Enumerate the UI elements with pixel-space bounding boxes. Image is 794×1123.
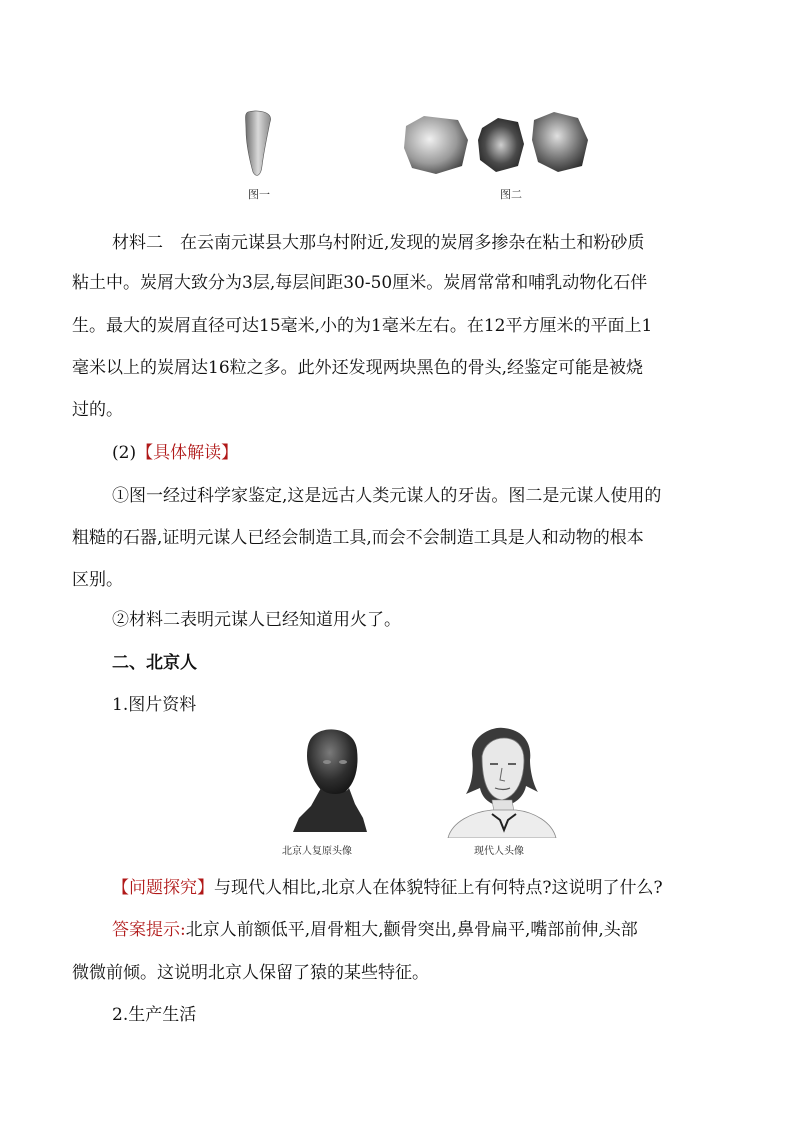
interpretation-p2: ②材料二表明元谋人已经知道用火了。 [112, 610, 401, 630]
material2-line-2: 粘土中。炭屑大致分为3层,每层间距30-50厘米。炭屑常常和哺乳动物化石伴 [72, 273, 648, 293]
interpretation-p1-line-2: 粗糙的石器,证明元谋人已经会制造工具,而会不会制造工具是人和动物的根本 [72, 528, 644, 548]
interpretation-heading [112, 438, 238, 463]
material2-line-5: 过的。 [72, 400, 123, 420]
question-paragraph [112, 873, 663, 898]
figure-1-caption: 图一 [248, 188, 270, 201]
modern-human-portrait-image [442, 726, 560, 838]
figure-2-caption: 图二 [500, 188, 522, 201]
material2-line-3: 生。最大的炭屑直径可达15毫米,小的为1毫米左右。在12平方厘米的平面上1 [72, 316, 653, 336]
material2-line-1: 材料二 在云南元谋县大那乌村附近,发现的炭屑多掺杂在粘土和粉砂质 [112, 233, 645, 253]
section2-sub1: 1.图片资料 [112, 695, 197, 715]
interpretation-title: 【具体解读】 [136, 443, 239, 463]
answer-line-1 [112, 915, 638, 940]
material2-label: 材料二 [112, 233, 163, 253]
interpretation-p1-line-1: ①图一经过科学家鉴定,这是远古人类元谋人的牙齿。图二是元谋人使用的 [112, 486, 662, 506]
answer-tag: 答案提示: [112, 920, 186, 940]
material2-line-4: 毫米以上的炭屑达16粒之多。此外还发现两块黑色的骨头,经鉴定可能是被烧 [72, 358, 644, 378]
question-text: 与现代人相比,北京人在体貌特征上有何特点?这说明了什么? [214, 878, 663, 898]
question-tag: 【问题探究】 [112, 878, 214, 898]
peking-man-bust-image [285, 726, 375, 834]
interpretation-number: (2) [112, 443, 137, 463]
section2-sub2: 2.生产生活 [112, 1005, 197, 1025]
stone-tools-image [402, 110, 592, 180]
section2-heading: 二、北京人 [112, 653, 197, 673]
modern-human-caption: 现代人头像 [474, 846, 524, 857]
peking-man-caption: 北京人复原头像 [282, 846, 352, 857]
tooth-fossil-image [240, 110, 280, 180]
answer-text-1: 北京人前额低平,眉骨粗大,颧骨突出,鼻骨扁平,嘴部前伸,头部 [185, 920, 638, 940]
answer-line-2: 微微前倾。这说明北京人保留了猿的某些特征。 [72, 963, 429, 983]
figure-row-top [0, 106, 794, 206]
interpretation-p1-line-3: 区别。 [72, 570, 123, 590]
